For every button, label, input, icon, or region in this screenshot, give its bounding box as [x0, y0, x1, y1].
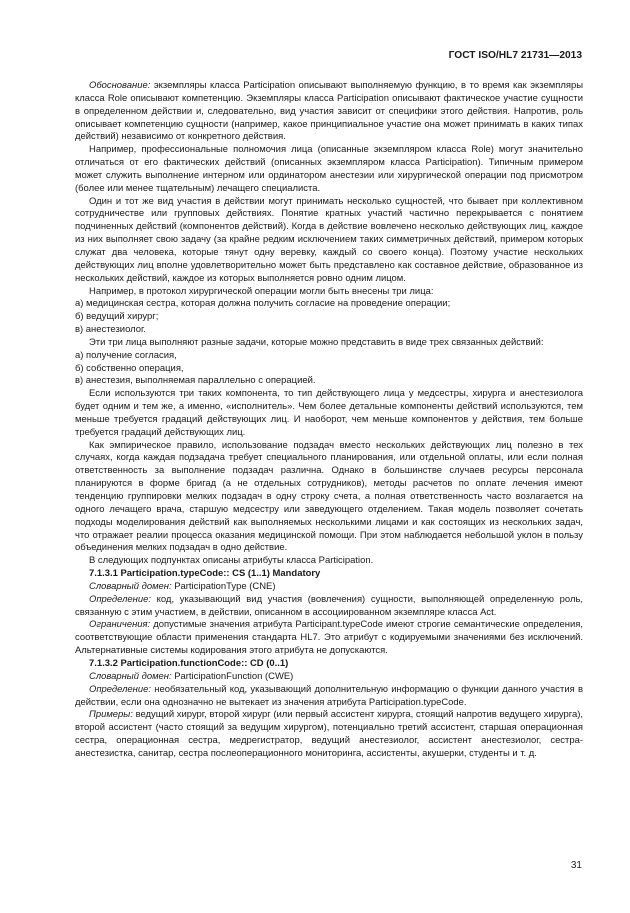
paragraph: [75, 388, 583, 439]
paragraph: [75, 363, 583, 376]
paragraph-text: Например, профессиональные полномочия лица (описанные экземпляром класса Role) могут значительно отличаться от его фактических действий (описанных экземпляром класса Participation). Типичным примером может служить выполнение интерном или ординатором анестезии или хирургической операции под присмотром (более или менее тщательным) лечащего специалиста.: [75, 144, 583, 194]
paragraph: [75, 684, 583, 710]
paragraph: [75, 440, 583, 556]
paragraph-text: б) собственно операция,: [75, 362, 184, 374]
paragraph: [75, 311, 583, 324]
term-label: Словарный домен:: [89, 580, 172, 592]
paragraph-text: Как эмпирическое правило, использование подзадач вместо нескольких действующих лиц полезно в тех случаях, когда каждая подзадача требует специального планирования, или отдельной оплаты, или если полная ответственность за выполнение подзадач различна. Однако в большинстве случаев ресурсы персонала планируются в форме бригад (а не отдельных сотрудников), методы расчетов по оплате лечения имеют тенденцию группировки мелких подзадач в одну строку счета, а полная ответственность часто возлагается на одного лечащего врача, старшую медсестру или заведующего отделением. Такая модель позволяет сочетать подходы моделирования действий как выполняемых несколькими лицами и как состоящих из нескольких задач, что отражает реалии процесса оказания медицинской помощи. При этом наблюдается небольшой уклон в пользу объединения мелких подзадач в одно действие.: [75, 439, 583, 554]
paragraph-text: 7.1.3.1 Participation.typeCode:: CS (1..1) Mandatory: [89, 568, 321, 580]
term-label: Обоснование:: [89, 80, 151, 91]
paragraph-text: 7.1.3.2 Participation.functionCode:: CD (0..1): [89, 657, 289, 669]
paragraph: [75, 350, 583, 363]
paragraph-text: необязательный код, указывающий дополнительную информацию о функции данного участия в действии, если она однозначно не вытекает из значения атрибута Participation.typeCode.: [75, 683, 583, 708]
paragraph: [75, 581, 583, 594]
paragraph-text: экземпляры класса Participation описывают выполняемую функцию, в то время как экземпляры класса Role описывают компетенцию. Экземпляры класса Participation описывают фактическое участие сущности в определенном действии и, следовательно, вид участия зависит от специфики этого действия. Напротив, роль описывает компетенцию сущности (например, какое принципиальное участие она может принимать в каких типах действий) независимо от конкретного действия.: [75, 80, 583, 143]
term-label: Ограничения:: [89, 619, 151, 631]
paragraph-text: ParticipationFunction (CWE): [171, 670, 294, 682]
paragraph: [75, 144, 583, 195]
paragraph-text: Например, в протокол хирургической операции могли быть внесены три лица:: [89, 285, 434, 297]
paragraph: [75, 196, 583, 286]
paragraph-text: допустимые значения атрибута Participant.typeCode имеют строгие семантические определения, соответствующие области применения стандарта HL7. Это атрибут с кодируемыми значениями без исключений. Альтернативные системы кодирования этого атрибута не допускаются.: [75, 619, 583, 657]
paragraph-text: а) медицинская сестра, которая должна получить согласие на проведение операции;: [75, 298, 451, 310]
document-body: [75, 80, 583, 761]
paragraph: [75, 337, 583, 350]
term-label: Словарный домен:: [89, 670, 172, 682]
paragraph: [75, 594, 583, 620]
paragraph: [75, 286, 583, 299]
section-heading: [75, 658, 583, 671]
paragraph-text: Если используются три таких компонента, то тип действующего лица у медсестры, хирурга и анестезиолога будет одним и тем же, а именно, «исполнитель». Чем более детальные компоненты действий используются, тем меньше требуется градаций действующих лиц. И наоборот, чем меньше компонентов у действия, тем больше требуется градаций действующих лиц.: [75, 388, 583, 438]
paragraph: [75, 375, 583, 388]
paragraph-text: В следующих подпунктах описаны атрибуты класса Participation.: [89, 555, 374, 567]
paragraph-text: в) анестезия, выполняемая параллельно с операцией.: [75, 375, 316, 387]
paragraph: [75, 671, 583, 684]
term-label: Примеры:: [89, 709, 133, 721]
paragraph-text: Один и тот же вид участия в действии могут принимать несколько сущностей, что бывает при коллективном сотрудничестве или групповых действиях. Понятие кратных участий частично перекрывается с понятием подчиненных действий (компонентов действий). Когда в действие вовлечено несколько действующих лиц, каждое из них выполняет свою задачу (за крайне редким исключением таких симметричных действий, примером которых служат два человека, которые тянут одну веревку, каждый со своего конца). Поэтому участие нескольких действующих лиц вполне удовлетворительно может быть представлено как составное действие, образованное из нескольких действий, каждое из которых выполняется ровно одним лицом.: [75, 195, 583, 284]
paragraph: [75, 619, 583, 658]
paragraph-text: в) анестезиолог.: [75, 324, 146, 336]
document-code-header: ГОСТ ISO/HL7 21731—2013: [448, 50, 582, 61]
paragraph: [75, 709, 583, 760]
paragraph-text: Эти три лица выполняют разные задачи, которые можно представить в виде трех связанных действий:: [89, 336, 544, 348]
paragraph: [75, 80, 583, 144]
paragraph-text: ParticipationType (CNE): [171, 580, 276, 592]
section-heading: [75, 568, 583, 581]
paragraph-text: а) получение согласия,: [75, 349, 177, 361]
term-label: Определение:: [89, 593, 151, 605]
term-label: Определение:: [89, 683, 151, 695]
page-number: 31: [570, 860, 582, 871]
paragraph: [75, 298, 583, 311]
paragraph: [75, 324, 583, 337]
paragraph-text: ведущий хирург, второй хирург (или первый ассистент хирурга, стоящий напротив ведущего хирурга), второй ассистент (часто стоящий за ведущим хирургом), потенциально третий ассистент, старшая операционная сестра, операционная сестра, медрегистратор, ведущий анестезиолог, ассистент анестезиолог, сестра-анестезистка, санитар, сестра послеоперационного мониторинга, ассистенты, акушерки, студенты и т. д.: [75, 709, 583, 759]
paragraph-text: код, указывающий вид участия (вовлечения) сущности, выполняющей определенную роль, связанную с этим участием, в действии, описанном в ассоциированном экземпляре класса Act.: [75, 593, 583, 618]
paragraph-text: б) ведущий хирург;: [75, 311, 159, 323]
paragraph: [75, 555, 583, 568]
